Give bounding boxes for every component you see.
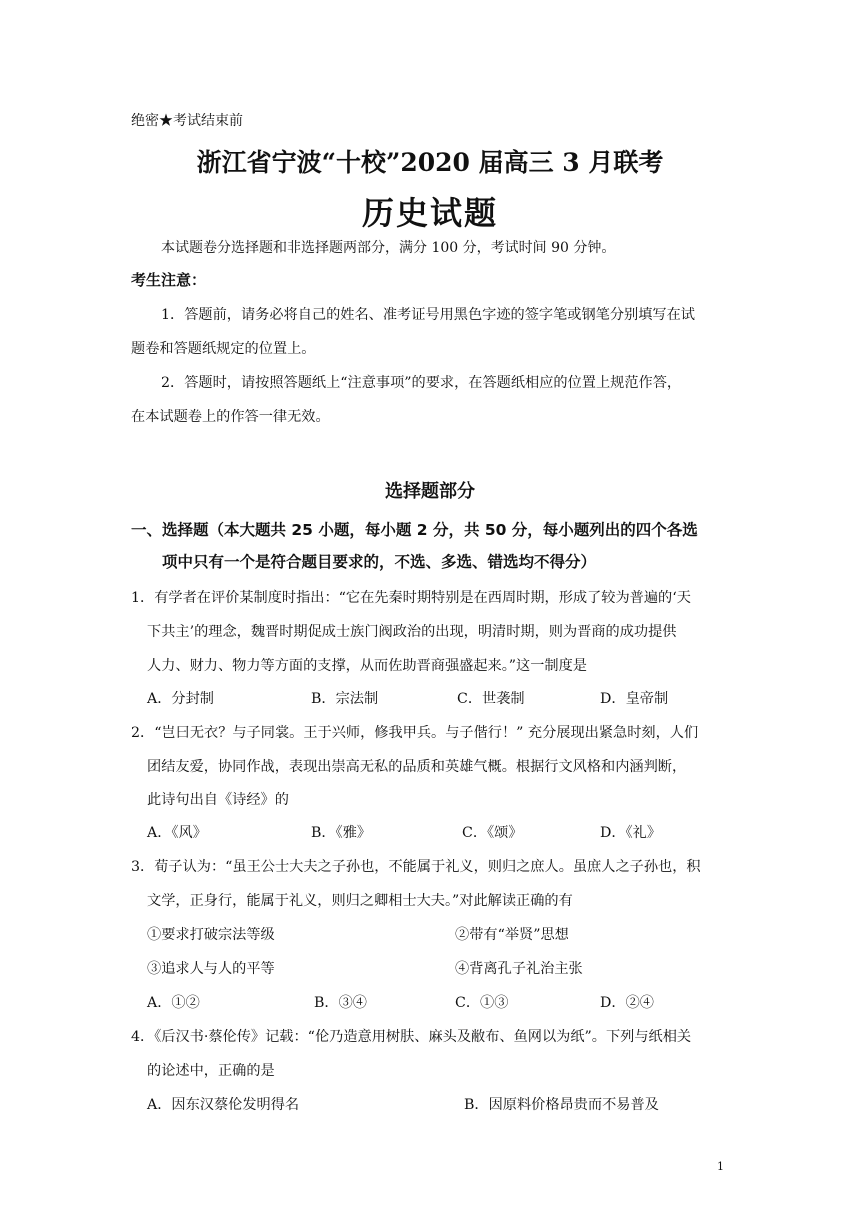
- question-3-option-d: D．②④: [600, 995, 654, 1011]
- question-1-option-d: D．皇帝制: [600, 691, 669, 707]
- question-3-line-1: 3．荀子认为：“虽王公士大夫之子孙也，不能属于礼义，则归之庶人。虽庶人之子孙也，积: [131, 859, 701, 875]
- question-1-line-1: 1．有学者在评价某制度时指出：“它在先秦时期特别是在西周时期，形成了较为普遍的‘天: [131, 590, 691, 606]
- question-2-line-2: 团结友爱，协同作战，表现出崇高无私的品质和英雄气概。根据行文风格和内涵判断，: [147, 759, 687, 775]
- notice-heading: 考生注意：: [131, 271, 207, 289]
- question-1-option-b: B．宗法制: [311, 691, 379, 707]
- question-3-statement-4: ④背离孔子礼治主张: [455, 961, 583, 977]
- notice-item-2-line-2: 在本试题卷上的作答一律无效。: [131, 409, 330, 425]
- question-4-line-1: 4．《后汉书·蔡伦传》记载：“伦乃造意用树肤、麻头及敝布、鱼网以为纸”。下列与纸相关: [131, 1029, 692, 1045]
- question-3-option-a: A．①②: [147, 995, 200, 1011]
- question-4-option-a: A．因东汉蔡伦发明得名: [147, 1097, 300, 1113]
- notice-item-1-line-1: 1．答题前，请务必将自己的姓名、准考证号用黑色字迹的签字笔或钢笔分别填写在试: [161, 307, 695, 323]
- question-3-statement-1: ①要求打破宗法等级: [147, 927, 275, 943]
- part-heading-line-2: 项中只有一个是符合题目要求的，不选、多选、错选均不得分）: [162, 553, 597, 571]
- question-2-line-1: 2．“岂曰无衣？与子同裳。王于兴师，修我甲兵。与子偕行！” 充分展现出紧急时刻，人们: [131, 725, 699, 741]
- question-4-option-b: B．因原料价格昂贵而不易普及: [464, 1097, 659, 1113]
- question-1-line-3: 人力、财力、物力等方面的支撑，从而佐助晋商强盛起来。”这一制度是: [147, 658, 587, 674]
- question-2-option-a: A．《风》: [147, 825, 207, 841]
- question-1-line-2: 下共主’的理念，魏晋时期促成士族门阀政治的出现，明清时期，则为晋商的成功提供: [147, 624, 677, 640]
- subject-title: 历史试题: [361, 194, 498, 232]
- part-heading-line-1: 一、选择题（本大题共 25 小题，每小题 2 分，共 50 分，每小题列出的四个各选: [131, 521, 698, 539]
- notice-item-2-line-1: 2．答题时，请按照答题纸上“注意事项”的要求，在答题纸相应的位置上规范作答，: [161, 375, 682, 391]
- question-2-option-d: D．《礼》: [600, 825, 662, 841]
- question-2-option-c: C．《颂》: [462, 825, 523, 841]
- question-1-option-c: C．世袭制: [457, 691, 525, 707]
- question-2-line-3: 此诗句出自《诗经》的: [147, 792, 289, 808]
- question-3-statement-2: ②带有“举贤”思想: [455, 927, 569, 943]
- confidential-mark: 绝密★考试结束前: [131, 113, 243, 129]
- question-2-option-b: B．《雅》: [311, 825, 372, 841]
- question-1-option-a: A．分封制: [147, 691, 214, 707]
- section-title: 选择题部分: [385, 481, 475, 502]
- question-3-line-2: 文学，正身行，能属于礼义，则归之卿相士大夫。”对此解读正确的有: [147, 893, 573, 909]
- question-3-statement-3: ③追求人与人的平等: [147, 961, 275, 977]
- exam-title: 浙江省宁波“十校”2020 届高三 3 月联考: [196, 148, 664, 177]
- notice-item-1-line-2: 题卷和答题纸规定的位置上。: [131, 341, 316, 357]
- question-4-line-2: 的论述中，正确的是: [147, 1063, 275, 1079]
- page-number: 1: [717, 1160, 724, 1173]
- intro-text: 本试题卷分选择题和非选择题两部分，满分 100 分，考试时间 90 分钟。: [161, 240, 616, 256]
- question-3-option-b: B．③④: [314, 995, 367, 1011]
- question-3-option-c: C．①③: [455, 995, 509, 1011]
